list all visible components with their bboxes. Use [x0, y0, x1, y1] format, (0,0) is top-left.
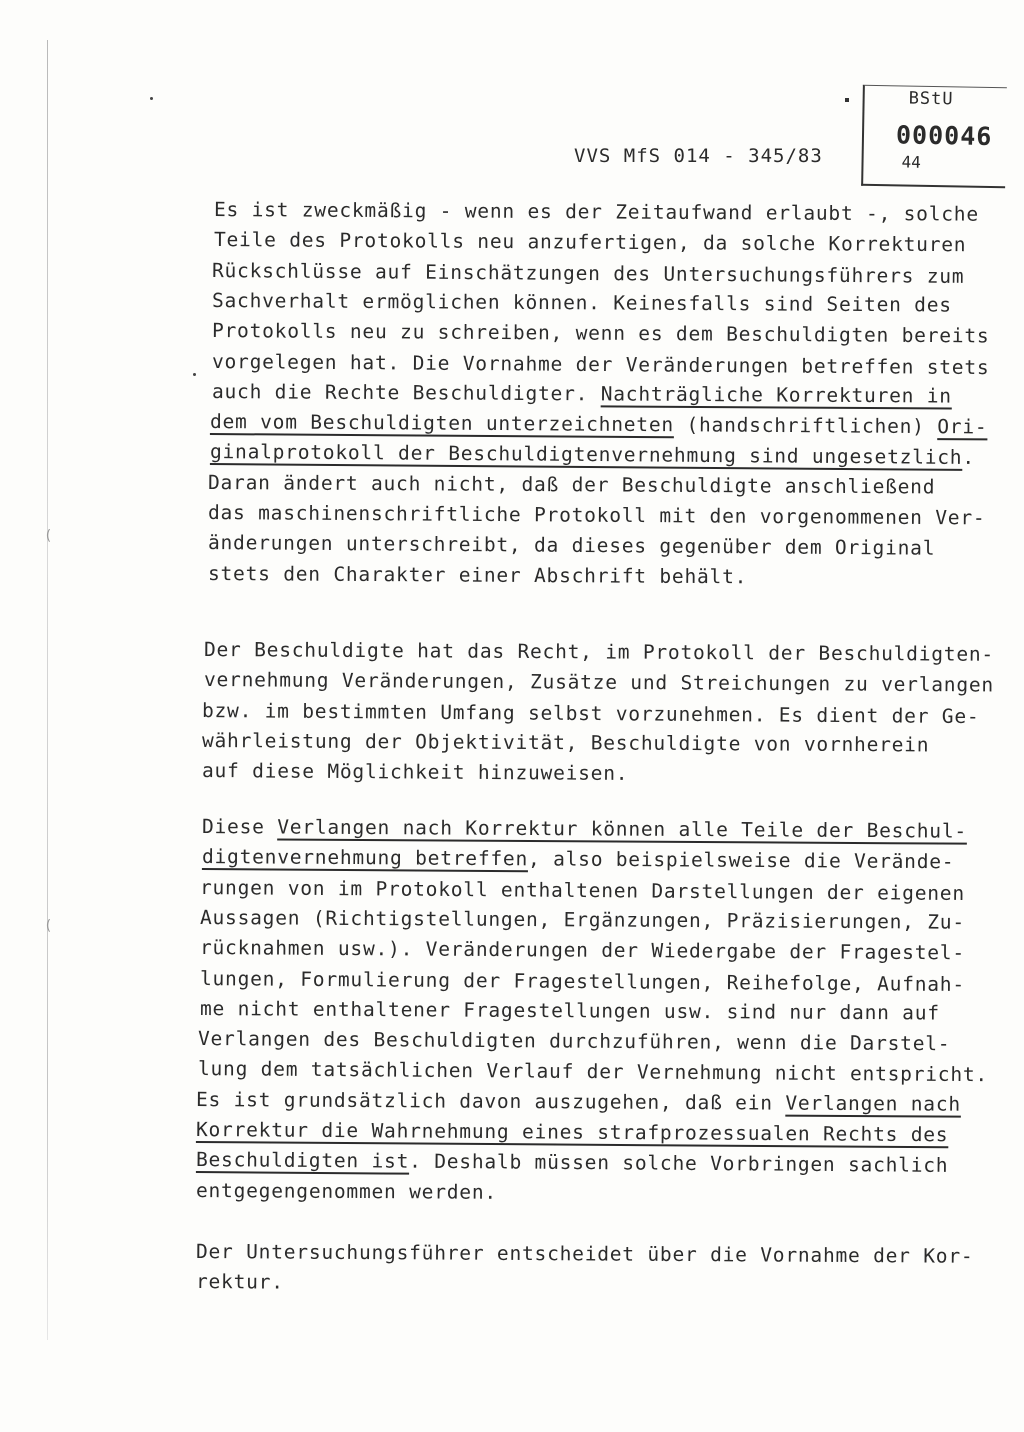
text-line: [214, 228, 967, 256]
margin-mark: (: [44, 918, 53, 934]
text-line: [196, 1118, 949, 1146]
text-segment: vorgelegen hat. Die Vornahme der Veränderungen betreffen stets: [211, 349, 990, 379]
text-line: [210, 410, 988, 438]
text-line: [208, 501, 986, 529]
archive-stamp: [861, 85, 1007, 188]
text-segment: (handschriftlichen): [673, 413, 938, 439]
text-segment: Der Untersuchungsführer entscheidet über die Vornahme der Kor-: [195, 1240, 974, 1268]
page-edge-line: [47, 40, 48, 1340]
text-segment: . Deshalb müssen solche Vorbringen sachlich: [409, 1149, 949, 1178]
text-line: [204, 668, 994, 697]
underlined-text: digtenvernehmung betreffen: [201, 845, 529, 871]
underlined-text: ginalprotokoll der Beschuldigtenvernehmung sind ungesetzlich: [209, 440, 963, 470]
underlined-text: Beschuldigten ist: [195, 1148, 410, 1173]
text-segment: Protokolls neu zu schreiben, wenn es dem Beschuldigten bereits: [211, 319, 990, 348]
text-line: [214, 198, 979, 226]
stamp-page-number: 44: [901, 152, 921, 172]
underlined-text: Verlangen nach: [785, 1091, 962, 1116]
text-segment: stets den Charakter einer Abschrift behält.: [207, 561, 748, 588]
text-line: [202, 729, 929, 756]
text-segment: .: [962, 446, 976, 470]
text-segment: entgegengenommen werden.: [195, 1178, 498, 1204]
text-segment: das maschinenschriftliche Protokoll mit den vorgenommenen Ver-: [207, 501, 986, 530]
text-segment: rektur.: [195, 1270, 284, 1294]
text-segment: Rückschlüsse auf Einschätzungen des Untersuchungsführers zum: [211, 258, 965, 288]
text-line: [200, 997, 940, 1025]
text-line: [198, 1027, 951, 1055]
text-segment: Es ist grundsätzlich davon auszugehen, daß ein: [195, 1087, 786, 1115]
text-line: [196, 1179, 497, 1204]
text-line: [212, 289, 952, 317]
underlined-text: Verlangen nach Korrektur können alle Teile der Beschul-: [277, 815, 968, 843]
text-line: [202, 845, 955, 873]
text-line: [200, 876, 965, 905]
text-line: [212, 259, 965, 288]
text-line: [212, 319, 990, 347]
text-segment: lungen, Formulierung der Fragestellungen, Reihefolge, Aufnah-: [199, 966, 966, 996]
text-line: [200, 906, 965, 934]
text-line: [208, 471, 935, 498]
text-line: [202, 759, 629, 785]
text-segment: bzw. im bestimmten Umfang selbst vorzunehmen. Es dient der Ge-: [201, 698, 980, 728]
text-segment: lung dem tatsächlichen Verlauf der Vernehmung nicht entspricht.: [197, 1057, 989, 1087]
text-line: [212, 350, 990, 379]
text-segment: Daran ändert auch nicht, daß der Beschuldigte anschließend: [207, 470, 936, 499]
text-segment: me nicht enthaltener Fragestellungen usw. sind nur dann auf: [199, 996, 940, 1025]
stamp-number: 000046: [895, 120, 993, 152]
stamp-org-label: BStU: [908, 88, 954, 110]
text-line: [202, 815, 967, 843]
text-segment: Der Beschuldigte hat das Recht, im Protokoll der Beschuldigten-: [203, 638, 995, 666]
speck: [150, 97, 153, 100]
stamp-tick: [845, 98, 849, 102]
underlined-text: dem vom Beschuldigten unterzeichneten: [209, 410, 675, 437]
text-line: [200, 967, 965, 996]
text-segment: , also beispielsweise die Verände-: [527, 847, 955, 874]
underlined-text: Korrektur die Wahrnehmung eines strafprozessualen Rechts des: [195, 1118, 949, 1147]
text-line: [196, 1088, 961, 1116]
text-line: [208, 531, 935, 560]
text-segment: Sachverhalt ermöglichen können. Keinesfalls sind Seiten des: [211, 288, 952, 317]
text-line: [196, 1240, 974, 1268]
text-segment: Es ist zweckmäßig - wenn es der Zeitaufwand erlaubt -, solche: [213, 198, 980, 226]
text-line: [196, 1148, 949, 1177]
text-line: [210, 440, 975, 469]
underlined-text: Ori-: [937, 415, 988, 439]
text-line: [204, 638, 994, 666]
underlined-text: Nachträgliche Korrekturen in: [600, 382, 952, 408]
text-segment: vernehmung Veränderungen, Zusätze und Streichungen zu verlangen: [203, 668, 995, 697]
text-line: [196, 1270, 284, 1294]
text-segment: Diese: [201, 815, 278, 839]
text-segment: Verlangen des Beschuldigten durchzuführen, wenn die Darstel-: [197, 1027, 951, 1056]
text-segment: Aussagen (Richtigstellungen, Ergänzungen, Präzisierungen, Zu-: [199, 905, 966, 934]
margin-mark: (: [44, 528, 53, 544]
text-segment: änderungen unterschreibt, da dieses gegenüber dem Original: [207, 531, 936, 561]
text-segment: auch die Rechte Beschuldigter.: [211, 379, 601, 406]
text-line: [198, 1057, 988, 1086]
document-reference: VVS MfS 014 - 345/83: [574, 145, 823, 167]
text-line: [208, 562, 747, 588]
text-segment: Teile des Protokolls neu anzufertigen, da solche Korrekturen: [213, 228, 967, 257]
text-segment: rungen von im Protokoll enthaltenen Darstellungen der eigenen: [199, 875, 966, 905]
text-line: [212, 380, 952, 408]
text-segment: währleistung der Objektivität, Beschuldigte von vornherein: [201, 728, 930, 757]
text-segment: auf diese Möglichkeit hinzuweisen.: [201, 759, 629, 786]
text-segment: rücknahmen usw.). Veränderungen der Wiedergabe der Fragestel-: [199, 936, 966, 965]
text-line: [200, 936, 965, 964]
speck: [193, 373, 196, 376]
text-line: [202, 699, 980, 728]
